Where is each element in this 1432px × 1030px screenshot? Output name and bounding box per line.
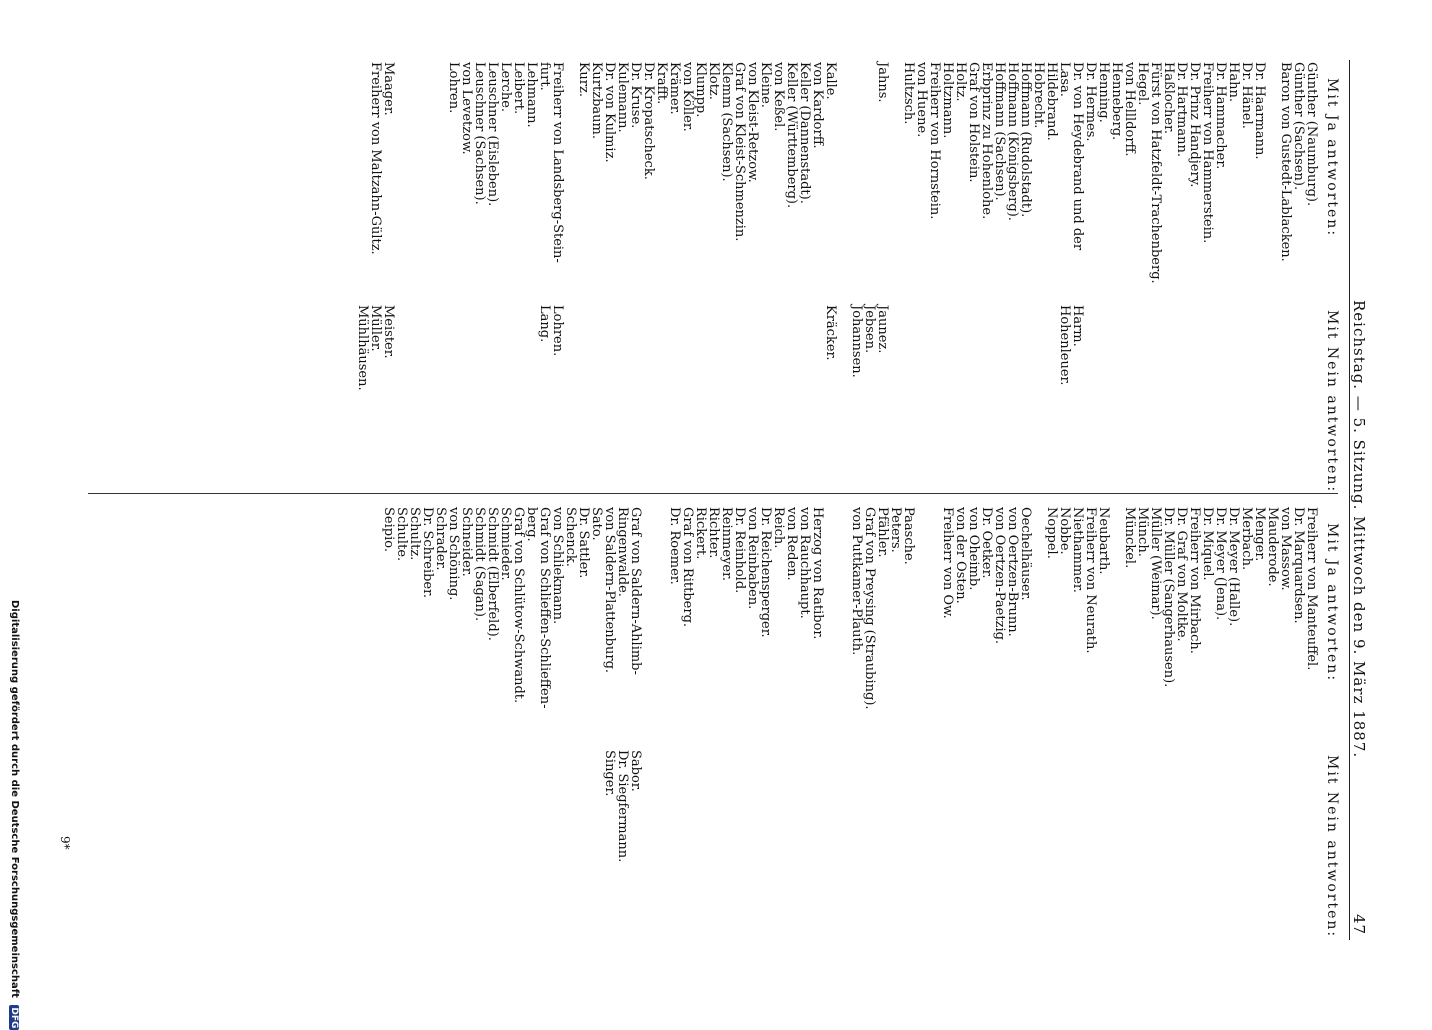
list-gap	[954, 750, 967, 862]
member-name: Kleine.	[758, 62, 773, 108]
member-name: Holtzmann.	[940, 62, 955, 139]
member-name: von Schöning.	[446, 507, 461, 601]
member-name: Graf von Kleist-Schmenzin.	[732, 62, 747, 242]
member-name: Schmidt (Sagan).	[472, 507, 487, 622]
yes-heading: Mit Ja antworten:	[1324, 78, 1340, 238]
member-name: Dr. Meyer (Jena).	[1213, 507, 1228, 621]
member-name: Dr. Roemer.	[667, 507, 682, 585]
member-name: Freiherr von Hornstein.	[927, 62, 942, 220]
member-name: Dr. Prinz Handjery.	[1187, 62, 1202, 188]
member-name: Reinmeyer.	[719, 507, 734, 581]
member-name: Graf von Schlieffen-Schlieffen-	[537, 507, 552, 709]
member-name: von Hellldorff.	[1122, 62, 1137, 157]
list-gap	[1214, 305, 1227, 391]
member-name: Harm.	[1070, 305, 1085, 347]
list-gap	[395, 305, 408, 391]
member-name: Maager.	[381, 62, 396, 116]
list-gap	[1253, 750, 1266, 862]
member-name: Singer.	[602, 750, 617, 797]
member-name: Neubarth.	[1096, 507, 1111, 575]
member-name: Merbach.	[1239, 507, 1254, 571]
member-name: Hultzsch.	[901, 62, 916, 125]
list-gap	[941, 305, 954, 391]
member-name: Graf von Schlütow-Schwandt.	[511, 507, 526, 704]
yes-heading: Mit Ja antworten:	[1324, 523, 1340, 683]
member-name: Hegel.	[1135, 62, 1150, 106]
list-gap	[720, 750, 733, 862]
list-gap	[798, 750, 811, 862]
member-name: Pfähler.	[875, 507, 890, 558]
member-name: Freiherr von Maltzahn-Gültz.	[368, 62, 383, 255]
running-head: Reichstag. — 5. Sitzung. Mittwoch den 9. März 1887.	[1350, 300, 1368, 759]
member-name: von Reinbaben.	[745, 507, 760, 610]
member-name: Peters.	[888, 507, 903, 553]
list-gap	[785, 750, 798, 862]
list-gap	[759, 750, 772, 862]
member-name: Dr. Reinhold.	[732, 507, 747, 594]
member-name: Kräcker.	[823, 305, 838, 361]
member-name: Paasche.	[901, 507, 916, 565]
list-gap	[720, 305, 733, 391]
member-name: Günther (Naumburg).	[1304, 62, 1319, 207]
list-gap	[1123, 750, 1136, 862]
list-gap	[1266, 750, 1279, 862]
list-gap	[434, 305, 447, 391]
list-gap	[642, 305, 655, 391]
member-name: Seipio.	[381, 507, 396, 552]
list-gap	[889, 750, 902, 862]
right-half-page	[80, 505, 1340, 939]
list-gap	[1227, 750, 1240, 862]
list-gap	[642, 507, 655, 710]
list-gap	[1149, 750, 1162, 862]
list-gap	[954, 305, 967, 391]
member-name: Mühlhäusen.	[355, 305, 370, 391]
member-name: Dr. Müller (Sangerhausen).	[1161, 507, 1176, 688]
member-name: von Massow.	[1278, 507, 1293, 591]
list-gap	[1266, 305, 1279, 391]
member-name: Kurz.	[576, 62, 591, 97]
member-name: Dr. Haarmann.	[1252, 62, 1267, 160]
list-gap	[1201, 750, 1214, 862]
member-name: Reich.	[771, 507, 786, 549]
member-name: Nobbe.	[1057, 507, 1072, 555]
list-gap	[837, 62, 850, 284]
list-gap	[863, 750, 876, 862]
list-gap	[1253, 305, 1266, 391]
list-gap	[642, 750, 655, 862]
member-name: Freiherr von Mirbach.	[1187, 507, 1202, 654]
yes-name-list	[382, 507, 1318, 710]
list-gap	[1058, 750, 1071, 862]
list-gap	[915, 507, 928, 710]
list-gap	[811, 750, 824, 862]
list-gap	[1019, 750, 1032, 862]
member-name: von der Osten.	[953, 507, 968, 604]
list-gap	[772, 305, 785, 391]
member-name: Dr. Hermes.	[1083, 62, 1098, 142]
list-gap	[408, 305, 421, 391]
member-name: Klemm (Sachsen).	[719, 62, 734, 182]
member-name: Dr. Marquardsen.	[1291, 507, 1306, 624]
list-gap	[1188, 305, 1201, 391]
list-gap	[1071, 750, 1084, 862]
list-gap	[902, 750, 915, 862]
member-name: Leuschner (Eisleben).	[485, 62, 500, 207]
member-name: Menger.	[1252, 507, 1267, 562]
member-name: Schultz.	[407, 507, 422, 561]
member-name: Niethammer.	[1070, 507, 1085, 593]
list-gap	[1123, 305, 1136, 391]
list-gap	[1136, 305, 1149, 391]
member-name: Dr. Hartmann.	[1174, 62, 1189, 157]
list-gap	[421, 62, 434, 284]
member-name: von Reden.	[784, 507, 799, 581]
list-gap	[1279, 750, 1292, 862]
list-gap	[1032, 750, 1045, 862]
list-gap	[421, 305, 434, 391]
list-gap	[928, 305, 941, 391]
list-gap	[616, 305, 629, 391]
member-name: Haßlocher.	[1161, 62, 1176, 135]
list-gap	[1006, 305, 1019, 391]
member-name: Johannsen.	[849, 305, 864, 378]
member-name: Dr. Kropatscheck.	[641, 62, 656, 180]
credit-line	[9, 600, 20, 1029]
list-gap	[1175, 305, 1188, 391]
member-name: Leibert.	[511, 62, 526, 115]
member-name: Dr. Reichensperger.	[758, 507, 773, 638]
member-name: Freiherr von Neurath.	[1083, 507, 1098, 654]
member-name: Freiherr von Manteuffel.	[1304, 507, 1319, 671]
member-name: Freiherr von Hammerstein.	[1200, 62, 1215, 244]
member-name: Münckel.	[1122, 507, 1137, 569]
list-gap	[1240, 750, 1253, 862]
member-name: von Huene.	[914, 62, 929, 138]
left-half-page	[80, 60, 1340, 494]
member-name: Münch.	[1135, 507, 1150, 557]
list-gap	[759, 305, 772, 391]
list-gap	[1006, 750, 1019, 862]
list-gap	[1136, 750, 1149, 862]
list-gap	[1227, 305, 1240, 391]
list-gap	[1292, 750, 1305, 862]
yes-name-list	[369, 62, 1318, 284]
member-name: Leuschner (Sachsen).	[472, 62, 487, 205]
list-gap	[850, 750, 863, 862]
list-gap	[681, 750, 694, 862]
member-name: Schmieder.	[498, 507, 513, 581]
list-gap	[733, 305, 746, 391]
list-gap	[1097, 750, 1110, 862]
list-gap	[473, 305, 486, 391]
member-name: von Puttkamer-Plauth.	[849, 507, 864, 656]
list-gap	[1201, 305, 1214, 391]
member-name: Dr. Graf von Moltke.	[1174, 507, 1189, 642]
list-gap	[1084, 750, 1097, 862]
member-name: Rickert.	[693, 507, 708, 560]
member-name: Lasa.	[1057, 62, 1072, 97]
list-gap	[1110, 305, 1123, 391]
column-divider	[88, 493, 1338, 494]
member-name: von Oertzen-Brunn.	[1005, 507, 1020, 637]
signature-mark: 9*	[58, 836, 72, 850]
list-gap	[1097, 305, 1110, 391]
list-gap	[980, 305, 993, 391]
no-heading: Mit Nein antworten:	[1324, 310, 1340, 494]
member-name: Hoffmann (Rudolstadt).	[1018, 62, 1033, 218]
member-name: Lohren.	[550, 305, 565, 357]
member-name: Schenck.	[563, 507, 578, 567]
list-gap	[681, 305, 694, 391]
member-name: Hoffmann (Königsberg).	[1005, 62, 1020, 221]
list-gap	[447, 305, 460, 391]
list-gap	[915, 750, 928, 862]
member-name: Lang.	[537, 305, 552, 343]
list-gap	[655, 305, 668, 391]
member-name: Graf von Saldern-Ahlimb-	[628, 507, 643, 675]
member-name: Lehmann.	[524, 62, 539, 128]
list-gap	[746, 750, 759, 862]
list-gap	[1214, 750, 1227, 862]
list-gap	[577, 305, 590, 391]
list-gap	[1292, 305, 1305, 391]
list-gap	[785, 305, 798, 391]
list-gap	[1279, 305, 1292, 391]
member-name: Kulemann.	[615, 62, 630, 133]
list-gap	[1175, 750, 1188, 862]
member-name: Keller (Württemberg).	[784, 62, 799, 209]
member-name: furt.	[537, 62, 552, 91]
member-name: Mauderode.	[1265, 507, 1280, 587]
member-name: Krafft.	[654, 62, 669, 105]
list-gap	[694, 750, 707, 862]
list-gap	[1045, 750, 1058, 862]
list-gap	[1305, 305, 1318, 391]
list-gap	[655, 750, 668, 862]
list-gap	[1032, 305, 1045, 391]
list-gap	[707, 305, 720, 391]
list-gap	[694, 305, 707, 391]
member-name: Hoffmann (Sachsen).	[992, 62, 1007, 201]
member-name: von Oheimb.	[966, 507, 981, 591]
list-gap	[1305, 750, 1318, 862]
header-rule	[1349, 60, 1350, 940]
member-name: Noppel.	[1044, 507, 1059, 559]
list-gap	[772, 750, 785, 862]
list-gap	[902, 305, 915, 391]
member-name: Freiherr von Landsberg-Stein-	[550, 62, 565, 263]
member-name: Dr. Hammacher.	[1213, 62, 1228, 170]
dfg-logo-icon: DFG	[9, 1007, 19, 1029]
page-number: 47	[1350, 914, 1368, 936]
member-name: Schrader.	[433, 507, 448, 571]
member-name: Müller (Weimar).	[1148, 507, 1163, 620]
member-name: Lerche.	[498, 62, 513, 113]
member-name: Hobrecht.	[1031, 62, 1046, 129]
member-name: Günther (Sachsen).	[1291, 62, 1306, 191]
member-name: Dr. von Heydebrand und der	[1070, 62, 1085, 251]
list-gap	[993, 305, 1006, 391]
member-name: von Oertzen-Paetzig.	[992, 507, 1007, 645]
member-name: Baron von Gustedt-Lablacken.	[1278, 62, 1293, 262]
member-name: Graf von Holstein.	[966, 62, 981, 183]
list-gap	[824, 507, 837, 710]
member-name: Lohren.	[446, 62, 461, 114]
member-name: Richter.	[706, 507, 721, 559]
list-gap	[486, 305, 499, 391]
list-gap	[603, 305, 616, 391]
member-name: Dr. Schreiber.	[420, 507, 435, 599]
member-name: Klumpp.	[693, 62, 708, 118]
list-gap	[928, 750, 941, 862]
member-name: Holtz.	[953, 62, 968, 102]
member-name: Hohenleuer.	[1057, 305, 1072, 386]
no-name-list	[603, 750, 1318, 862]
member-name: von Kardorff.	[810, 62, 825, 149]
list-gap	[941, 750, 954, 862]
member-name: von Keßel.	[771, 62, 786, 132]
list-gap	[1110, 750, 1123, 862]
member-name: von Köller.	[680, 62, 695, 132]
list-gap	[564, 305, 577, 391]
list-gap	[629, 305, 642, 391]
member-name: von Saldern-Plattenburg.	[602, 507, 617, 674]
member-name: Kalle.	[823, 62, 838, 100]
member-name: Sabor.	[628, 750, 643, 792]
list-gap	[876, 750, 889, 862]
list-gap	[746, 305, 759, 391]
member-name: Henning.	[1096, 62, 1111, 123]
member-name: Müller.	[368, 305, 383, 352]
member-name: Klotz.	[706, 62, 721, 100]
list-gap	[512, 305, 525, 391]
member-name: Schneider.	[459, 507, 474, 577]
member-name: Jebsen.	[862, 305, 877, 354]
member-name: berg.	[524, 507, 539, 542]
list-gap	[707, 750, 720, 862]
list-gap	[967, 305, 980, 391]
list-gap	[1188, 750, 1201, 862]
list-gap	[837, 750, 850, 862]
member-name: Schmidt (Elberfeld).	[485, 507, 500, 641]
member-name: von Rauchhaupt.	[797, 507, 812, 619]
member-name: von Schliekmann.	[550, 507, 565, 625]
credit-text: Digitalisierung gefördert durch die Deutsche Forschungsgemeinschaft	[9, 600, 20, 998]
member-name: Fürst von Hatzfeldt-Trachenberg.	[1148, 62, 1163, 284]
list-gap	[668, 305, 681, 391]
list-gap	[1149, 305, 1162, 391]
member-name: Sato.	[589, 507, 604, 541]
member-name: Jaunez.	[875, 305, 890, 354]
member-name: Dr. Sattler.	[576, 507, 591, 579]
member-name: Hahn.	[1226, 62, 1241, 102]
list-gap	[889, 305, 902, 391]
list-gap	[668, 750, 681, 862]
member-name: Dr. Miquel.	[1200, 507, 1215, 581]
member-name: Henneberg.	[1109, 62, 1124, 141]
member-name: Kurtzbaum.	[589, 62, 604, 139]
member-name: Graf von Rittberg.	[680, 507, 695, 628]
list-gap	[824, 750, 837, 862]
list-gap	[798, 305, 811, 391]
member-name: Ringenwalde.	[615, 507, 630, 597]
list-gap	[395, 62, 408, 284]
member-name: Erbprinz zu Hohenlohe.	[979, 62, 994, 220]
list-gap	[1019, 305, 1032, 391]
member-name: von Kleist-Retzow.	[745, 62, 760, 183]
list-gap	[590, 305, 603, 391]
list-gap	[499, 305, 512, 391]
list-gap	[460, 305, 473, 391]
member-name: Hildebrand.	[1044, 62, 1059, 141]
member-name: Oechelhäuser.	[1018, 507, 1033, 601]
member-name: Dr. Kruse.	[628, 62, 643, 129]
member-name: Dr. Meyer (Halle).	[1226, 507, 1241, 627]
member-name: Dr. Siegfermann.	[615, 750, 630, 863]
member-name: Jahns.	[875, 62, 890, 103]
no-heading: Mit Nein antworten:	[1324, 755, 1340, 939]
member-name: Herzog von Ratibor.	[810, 507, 825, 640]
list-gap	[967, 750, 980, 862]
list-gap	[733, 750, 746, 862]
member-name: Graf von Preysing (Straubing).	[862, 507, 877, 710]
member-name: Keller (Dannenstadt).	[797, 62, 812, 204]
member-name: Freiherr von Ow.	[940, 507, 955, 619]
member-name: Meister.	[381, 305, 396, 359]
list-gap	[1162, 750, 1175, 862]
list-gap	[980, 750, 993, 862]
list-gap	[1084, 305, 1097, 391]
no-name-list	[356, 305, 1318, 391]
list-gap	[1162, 305, 1175, 391]
list-gap	[850, 62, 863, 284]
member-name: Schulte.	[394, 507, 409, 562]
list-gap	[915, 305, 928, 391]
member-name: Krämer.	[667, 62, 682, 115]
member-name: Dr. Oetker.	[979, 507, 994, 579]
list-gap	[993, 750, 1006, 862]
list-gap	[408, 62, 421, 284]
member-name: Dr. von Kulmiz.	[602, 62, 617, 163]
member-name: von Levetzow.	[459, 62, 474, 155]
member-name: Dr. Hänel.	[1239, 62, 1254, 129]
list-gap	[1240, 305, 1253, 391]
